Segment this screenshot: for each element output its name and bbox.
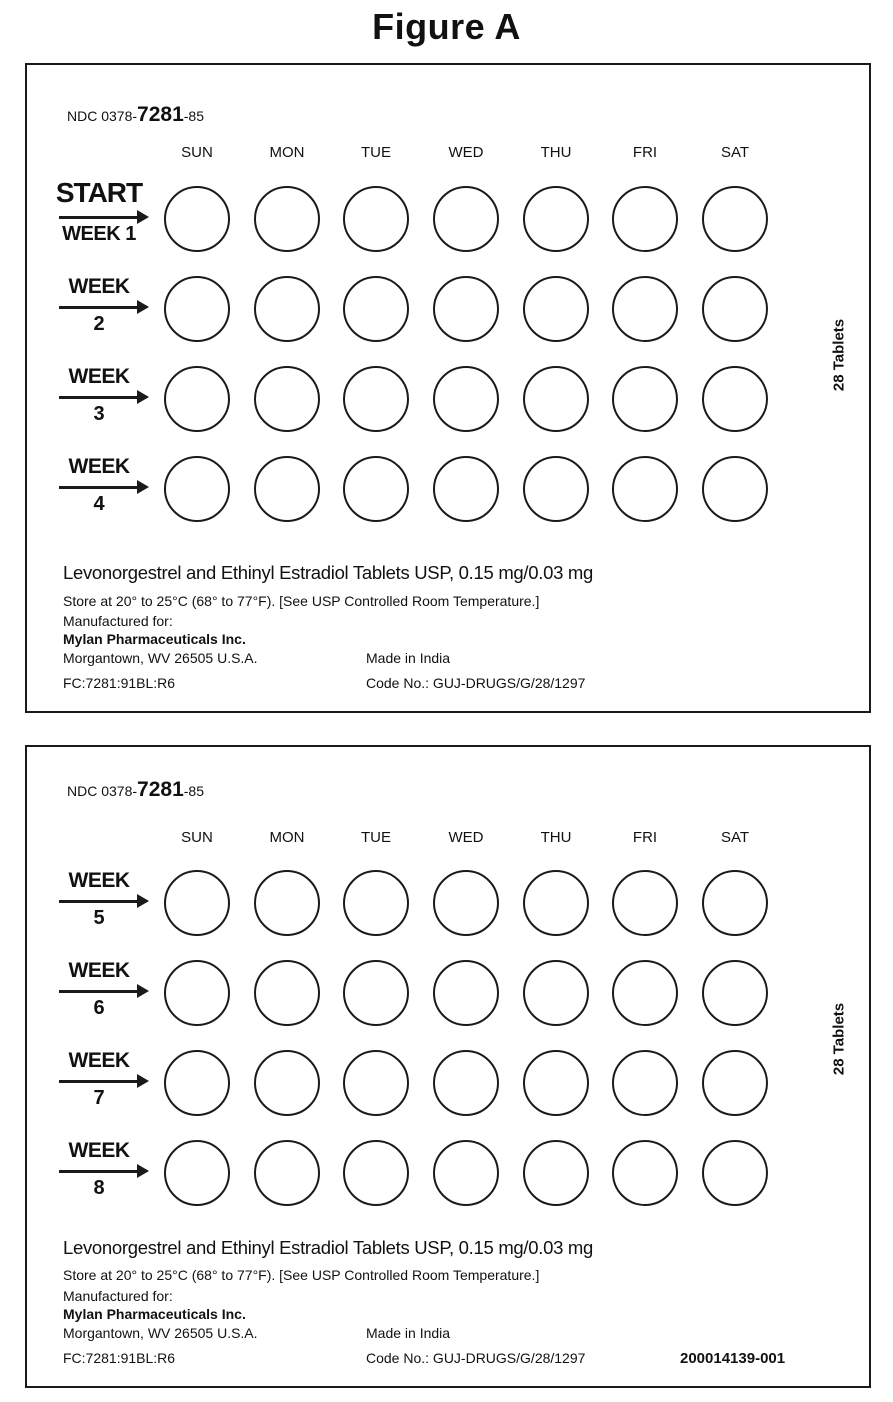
tablet-slot — [523, 960, 589, 1026]
tablet-slot — [433, 870, 499, 936]
ndc-product-code: 7281 — [137, 778, 184, 801]
day-header-thu: THU — [540, 144, 572, 161]
tablet-slot — [612, 186, 678, 252]
ndc-suffix: -85 — [183, 783, 204, 799]
day-header-fri: FRI — [632, 829, 658, 846]
code-number: Code No.: GUJ-DRUGS/G/28/1297 — [366, 675, 586, 691]
ndc-product-code: 7281 — [137, 103, 184, 126]
day-header-mon: MON — [269, 829, 305, 846]
ndc-number — [67, 778, 204, 802]
week-row-4 — [27, 1137, 873, 1209]
tablet-slot — [164, 186, 230, 252]
arrow-right-icon — [59, 900, 139, 903]
week-label — [55, 177, 149, 255]
figure-title: Figure A — [372, 6, 521, 47]
tablet-slot — [612, 1050, 678, 1116]
week-label-bottom: 7 — [93, 1087, 105, 1109]
tablet-slot — [343, 456, 409, 522]
day-header-row — [27, 144, 873, 164]
tablet-slot — [433, 456, 499, 522]
day-header-row — [27, 829, 873, 849]
week-label-bottom: 8 — [93, 1177, 105, 1199]
country-of-origin: Made in India — [366, 1325, 451, 1341]
manufactured-for-label: Manufactured for: — [63, 1288, 173, 1304]
tablet-slot — [523, 456, 589, 522]
manufacturer-name: Mylan Pharmaceuticals Inc. — [63, 1306, 246, 1322]
tablet-slot — [702, 276, 768, 342]
tablet-slot — [254, 276, 320, 342]
day-header-sun: SUN — [181, 829, 213, 846]
tablet-slot — [343, 186, 409, 252]
ndc-number — [67, 103, 204, 127]
tablet-slot — [164, 456, 230, 522]
tablet-count-label: 28 Tablets — [830, 318, 848, 392]
tablet-slot — [164, 276, 230, 342]
code-number: Code No.: GUJ-DRUGS/G/28/1297 — [366, 1350, 586, 1366]
tablet-slot — [254, 456, 320, 522]
tablet-slot — [343, 276, 409, 342]
day-header-sat: SAT — [720, 829, 750, 846]
tablet-slot — [343, 960, 409, 1026]
week-label-bottom: 6 — [93, 997, 105, 1019]
manufactured-for-label: Manufactured for: — [63, 613, 173, 629]
tablet-slot — [254, 186, 320, 252]
tablet-slot — [702, 456, 768, 522]
week-row-2 — [27, 273, 873, 345]
day-header-wed: WED — [448, 829, 484, 846]
day-header-sat: SAT — [720, 144, 750, 161]
tablet-slot — [254, 870, 320, 936]
week-row-3 — [27, 1047, 873, 1119]
week-label — [55, 363, 149, 435]
tablet-slot — [433, 186, 499, 252]
tablet-slot — [433, 1140, 499, 1206]
storage-instructions: Store at 20° to 25°C (68° to 77°F). [See USP Controlled Room Temperature.] — [63, 1267, 540, 1283]
tablet-slot — [254, 960, 320, 1026]
tablet-slot — [612, 1140, 678, 1206]
tablet-slot — [343, 366, 409, 432]
country-of-origin: Made in India — [366, 650, 451, 666]
item-number: 200014139-001 — [680, 1350, 786, 1367]
day-header-tue: TUE — [361, 829, 391, 846]
day-header-thu: THU — [540, 829, 572, 846]
manufacturer-address: Morgantown, WV 26505 U.S.A. — [63, 650, 258, 666]
arrow-right-icon — [59, 216, 139, 219]
fc-code: FC:7281:91BL:R6 — [63, 675, 176, 691]
blister-card-2 — [25, 745, 871, 1388]
tablet-slot — [702, 960, 768, 1026]
week-label — [55, 1137, 149, 1209]
week-label-bottom: 4 — [93, 493, 105, 515]
fc-code: FC:7281:91BL:R6 — [63, 1350, 176, 1366]
tablet-slot — [523, 1140, 589, 1206]
week-label-top: WEEK — [68, 455, 130, 478]
week-row-3 — [27, 363, 873, 435]
week-label-bottom: 2 — [93, 313, 105, 335]
week-label-top: WEEK — [68, 959, 130, 982]
tablet-slot — [164, 1140, 230, 1206]
manufacturer-address: Morgantown, WV 26505 U.S.A. — [63, 1325, 258, 1341]
week-row-1 — [27, 867, 873, 939]
week-label-top: WEEK — [68, 365, 130, 388]
tablet-slot — [523, 366, 589, 432]
tablet-slot — [343, 870, 409, 936]
week-label-top: WEEK — [68, 1049, 130, 1072]
tablet-slot — [702, 366, 768, 432]
tablet-slot — [343, 1140, 409, 1206]
tablet-slot — [433, 960, 499, 1026]
tablet-slot — [254, 1050, 320, 1116]
tablet-slot — [254, 366, 320, 432]
arrow-right-icon — [59, 306, 139, 309]
ndc-prefix: NDC 0378- — [67, 783, 138, 799]
product-name: Levonorgestrel and Ethinyl Estradiol Tablets USP, 0.15 mg/0.03 mg — [63, 562, 593, 583]
week-row-4 — [27, 453, 873, 525]
week-label-top: START — [55, 177, 143, 208]
tablet-slot — [343, 1050, 409, 1116]
tablet-slot — [702, 186, 768, 252]
tablet-slot — [702, 1140, 768, 1206]
arrow-right-icon — [59, 990, 139, 993]
week-label — [55, 1047, 149, 1119]
tablet-slot — [164, 870, 230, 936]
week-label-bottom: 5 — [93, 907, 105, 929]
week-label — [55, 957, 149, 1029]
day-header-wed: WED — [448, 144, 484, 161]
arrow-right-icon — [59, 1080, 139, 1083]
tablet-slot — [612, 870, 678, 936]
week-row-2 — [27, 957, 873, 1029]
ndc-suffix: -85 — [183, 108, 204, 124]
tablet-slot — [612, 456, 678, 522]
tablet-slot — [523, 870, 589, 936]
tablet-slot — [612, 276, 678, 342]
tablet-slot — [433, 276, 499, 342]
tablet-slot — [164, 366, 230, 432]
tablet-slot — [164, 1050, 230, 1116]
day-header-mon: MON — [269, 144, 305, 161]
tablet-slot — [612, 960, 678, 1026]
tablet-slot — [164, 960, 230, 1026]
storage-instructions: Store at 20° to 25°C (68° to 77°F). [See USP Controlled Room Temperature.] — [63, 593, 540, 609]
ndc-prefix: NDC 0378- — [67, 108, 138, 124]
week-label-bottom: WEEK 1 — [62, 223, 136, 245]
day-header-fri: FRI — [632, 144, 658, 161]
week-label-top: WEEK — [68, 275, 130, 298]
tablet-slot — [612, 366, 678, 432]
tablet-slot — [523, 276, 589, 342]
tablet-slot — [433, 1050, 499, 1116]
tablet-slot — [702, 1050, 768, 1116]
tablet-count-label: 28 Tablets — [830, 1002, 848, 1076]
tablet-slot — [254, 1140, 320, 1206]
tablet-slot — [523, 186, 589, 252]
tablet-slot — [433, 366, 499, 432]
week-label-bottom: 3 — [93, 403, 105, 425]
week-label — [55, 273, 149, 345]
week-row-1 — [27, 177, 873, 255]
week-label-top: WEEK — [68, 869, 130, 892]
tablet-slot — [702, 870, 768, 936]
week-label-top: WEEK — [68, 1139, 130, 1162]
manufacturer-name: Mylan Pharmaceuticals Inc. — [63, 631, 246, 647]
blister-card-1 — [25, 63, 871, 713]
arrow-right-icon — [59, 1170, 139, 1173]
day-header-sun: SUN — [181, 144, 213, 161]
arrow-right-icon — [59, 486, 139, 489]
tablet-slot — [523, 1050, 589, 1116]
day-header-tue: TUE — [361, 144, 391, 161]
product-name: Levonorgestrel and Ethinyl Estradiol Tablets USP, 0.15 mg/0.03 mg — [63, 1237, 593, 1258]
arrow-right-icon — [59, 396, 139, 399]
week-label — [55, 867, 149, 939]
week-label — [55, 453, 149, 525]
